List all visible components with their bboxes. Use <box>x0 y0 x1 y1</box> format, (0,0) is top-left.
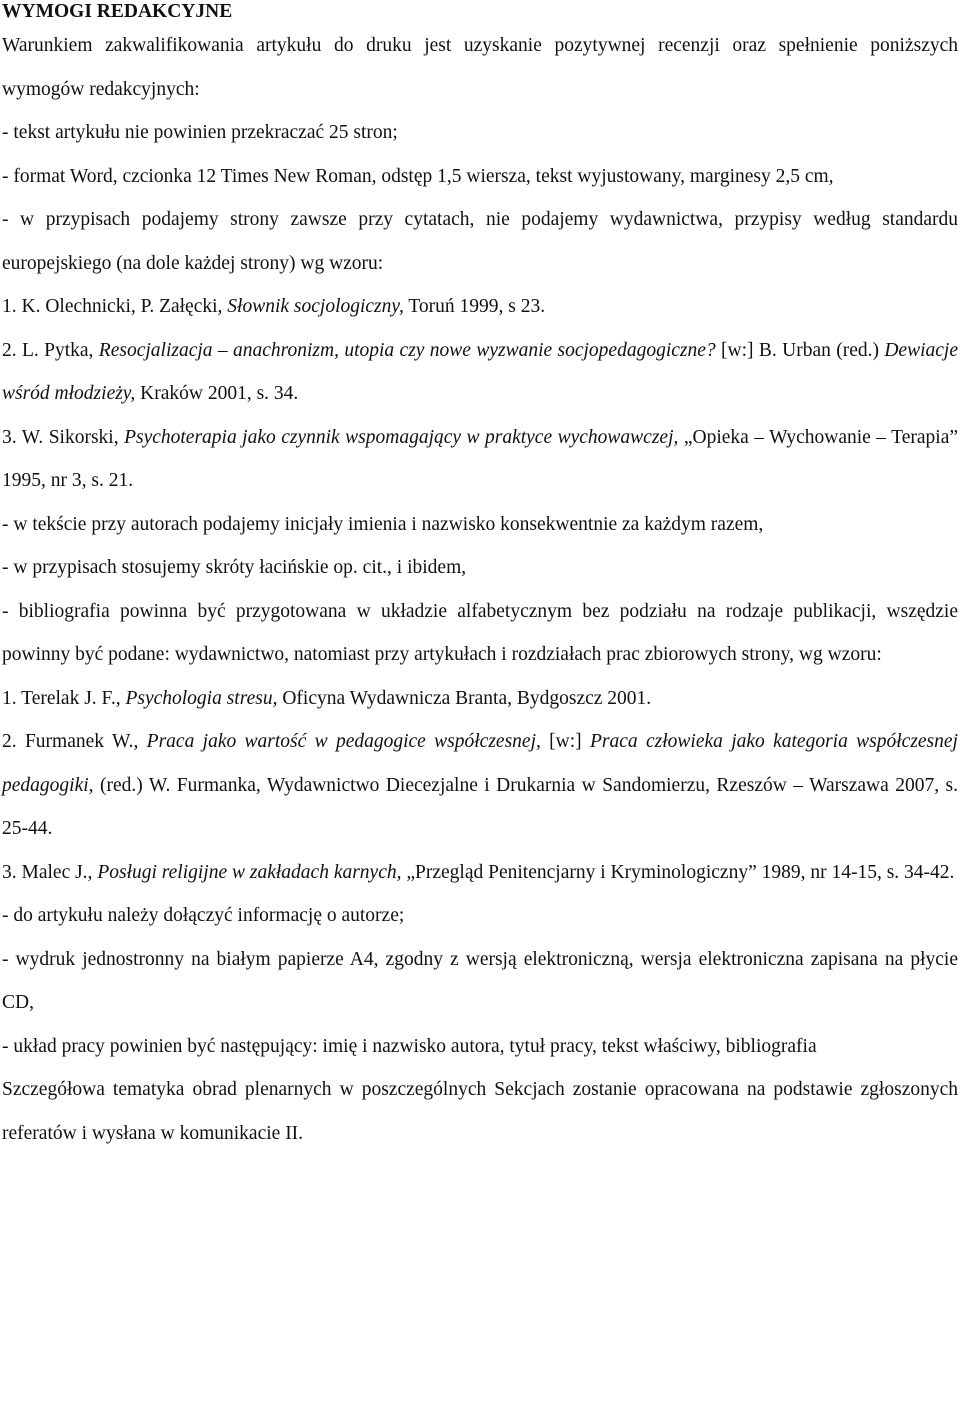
fn2-book-title: Dewiacje wśród młodzieży, <box>2 339 958 404</box>
fn1-post: Toruń 1999, s 23. <box>403 296 546 317</box>
rule-layout: - układ pracy powinien być następujący: imię i nazwisko autora, tytuł pracy, tekst właściwy, bibliografia <box>2 1035 817 1057</box>
document-title: WYMOGI REDAKCYJNE <box>2 1 233 22</box>
fn3-title: Psychoterapia jako czynnik wspomagający w praktyce wychowawczej, <box>124 426 679 448</box>
rule-latin: - w przypisach stosujemy skróty łacińskie op. cit., i ibidem, <box>2 557 467 578</box>
rule-author-info: - do artykułu należy dołączyć informację o autorze; <box>2 905 405 926</box>
fn2-title: Resocjalizacja – anachronizm, utopia czy nowe wyzwanie socjopedagogiczne? <box>98 339 716 361</box>
bibliography-example-2 <box>2 720 958 851</box>
b2-title: Praca jako wartość w pedagogice współczesnej, <box>146 731 541 752</box>
bibliography-example-3 <box>2 851 958 895</box>
fn3-post: „Opieka – Wychowanie – Terapia” 1995, nr 3, s. 21. <box>2 426 959 491</box>
intro-paragraph: Warunkiem zakwalifikowania artykułu do druku jest uzyskanie pozytywnej recenzji oraz spełnienie poniższych wymogów redakcyjnych: <box>2 35 958 100</box>
rule-print: - wydruk jednostronny na białym papierze A4, zgodny z wersją elektroniczną, wersja elektroniczna zapisana na płycie CD, <box>2 948 958 1013</box>
fn2-pre: 2. L. Pytka, <box>2 339 99 361</box>
footnote-example-1 <box>2 285 958 329</box>
b2-pre: 2. Furmanek W., <box>2 731 147 752</box>
b2-book-title: Praca człowieka jako kategoria współczesnej pedagogiki, <box>2 731 958 796</box>
footnote-example-3 <box>2 416 958 503</box>
b3-title: Posługi religijne w zakładach karnych, <box>97 861 402 883</box>
b3-post: „Przegląd Penitencjarny i Kryminologiczny” 1989, nr 14-15, s. 34-42. <box>401 861 955 883</box>
fn2-post: Kraków 2001, s. 34. <box>135 383 299 404</box>
fn1-pre: 1. K. Olechnicki, P. Załęcki, <box>2 296 228 317</box>
rule-format: - format Word, czcionka 12 Times New Roman, odstęp 1,5 wiersza, tekst wyjustowany, marginesy 2,5 cm, <box>2 165 834 187</box>
b1-post: Oficyna Wydawnicza Branta, Bydgoszcz 2001. <box>277 687 652 709</box>
fn1-title: Słownik socjologiczny, <box>227 296 404 317</box>
final-paragraph: Szczegółowa tematyka obrad plenarnych w poszczególnych Sekcjach zostanie opracowana na podstawie zgłoszonych referatów i wysłana w komunikacie II. <box>2 1079 958 1144</box>
rule-length: - tekst artykułu nie powinien przekraczać 25 stron; <box>2 122 398 143</box>
b3-pre: 3. Malec J., <box>2 861 98 883</box>
fn2-mid: [w:] B. Urban (red.) <box>715 339 885 361</box>
footnote-example-2 <box>2 329 958 416</box>
rule-initials: - w tekście przy autorach podajemy inicjały imienia i nazwisko konsekwentnie za każdym razem, <box>2 513 764 535</box>
fn3-pre: 3. W. Sikorski, <box>2 426 125 448</box>
b2-mid: [w:] <box>540 731 590 752</box>
b2-post: (red.) W. Furmanka, Wydawnictwo Diecezjalne i Drukarnia w Sandomierzu, Rzeszów – Warszawa 2007, s. 25-44. <box>2 774 958 839</box>
rule-footnotes: - w przypisach podajemy strony zawsze przy cytatach, nie podajemy wydawnictwa, przypisy według standardu europejskiego (na dole każdej strony) wg wzoru: <box>2 209 958 274</box>
b1-title: Psychologia stresu, <box>125 687 278 709</box>
b1-pre: 1. Terelak J. F., <box>2 687 126 709</box>
rule-bibliography: - bibliografia powinna być przygotowana w układzie alfabetycznym bez podziału na rodzaje publikacji, wszędzie powinny być podane: wydawnictwo, natomiast przy artykułach i rozdziałach prac zbiorowych strony, wg wzoru: <box>2 600 958 665</box>
bibliography-example-1 <box>2 677 958 721</box>
